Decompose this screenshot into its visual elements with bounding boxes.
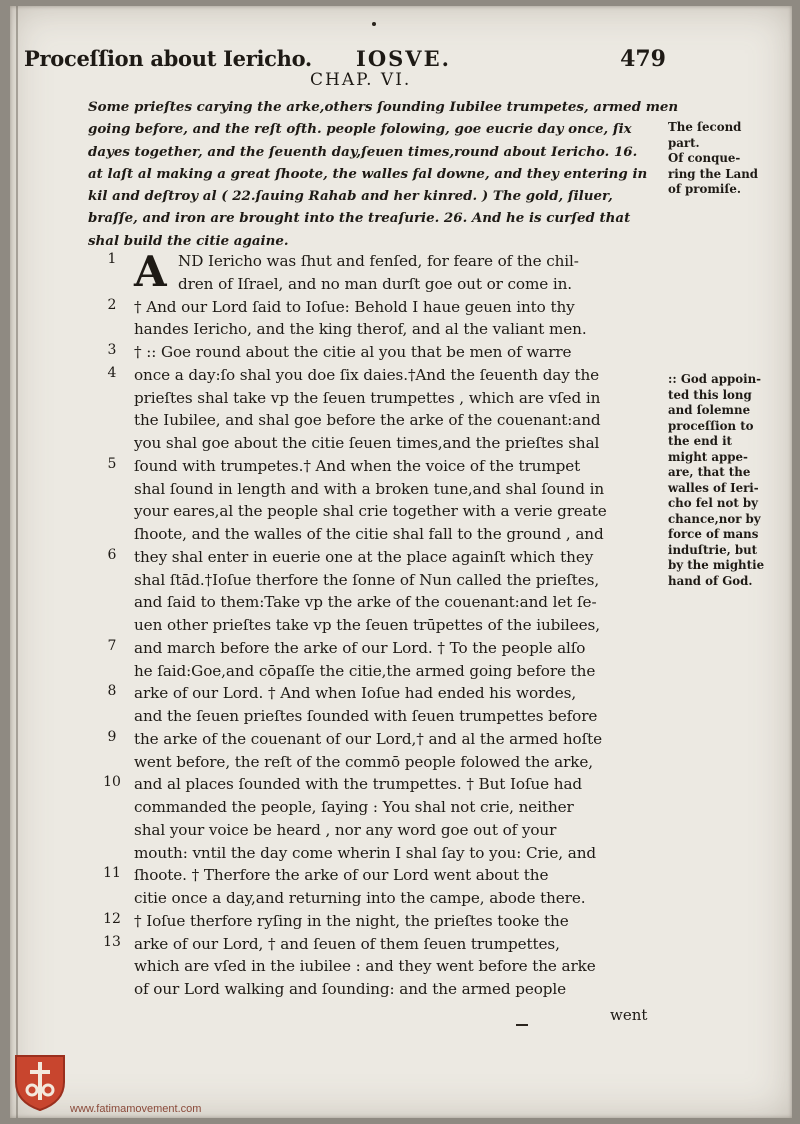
argument-line: kil and deſtroy al ( 22.ſauing Rahab and her kinred. ) The gold, ſiluer, [88,188,613,205]
scripture-text [10,247,792,1001]
verse-number: 7 [107,637,117,654]
text-line [10,273,792,296]
margin-note-line: chance,nor by [668,511,761,526]
margin-note-line: are, that the [668,465,751,479]
margin-note-line: of promiſe. [668,182,742,196]
line-text: shal ſtād.†Ioſue therfore the ſonne of Nun called the prieſtes, [134,570,600,589]
margin-note-line: :: God appoin- [668,372,762,386]
verse-number: 10 [103,774,121,791]
text-line [10,432,792,455]
margin-note-line: by the mightie [668,558,765,572]
text-line [10,318,792,341]
text-line [10,296,792,319]
chapter-title: CHAP. VI. [310,70,412,90]
text-line [10,933,792,956]
book-title: IOSVE. [356,46,451,71]
line-text: and march before the arke of our Lord. † To the people alſo [134,638,586,657]
text-line [10,478,792,501]
text-line [10,887,792,910]
margin-note-line: hand of God. [668,573,753,588]
line-text: dren of Iſrael, and no man durſt goe out or come in. [178,274,573,293]
line-text: and ſaid to them:Take vp the arke of the couenant:and let ſe- [134,593,597,612]
verse-number: 9 [107,728,117,745]
text-line [10,751,792,774]
line-text: commanded the people, ſaying : You shal not crie, neither [134,798,574,816]
verse-number: 8 [107,683,117,700]
text-line [10,569,792,592]
margin-note-line: The ſecond [668,120,742,134]
verse-number: 5 [107,455,117,472]
line-text: ND Iericho was ſhut and fenſed, for feare of the chil- [178,252,579,270]
text-line [10,705,792,728]
line-text: ſhoote. † Therfore the arke of our Lord went about the [134,866,549,885]
verse-number: 3 [107,342,117,358]
printer-mark [372,22,376,26]
line-text: uen other prieſtes take vp the ſeuen trūpettes of the iubilees, [134,616,600,634]
argument-line: going before, and the reſt ofth. people folowing, goe eucrie day once, ſix [88,121,632,138]
margin-note-line: might appe- [668,449,748,464]
margin-note-line: force of mans [668,527,759,541]
line-text: they shal enter in euerie one at the place againſt which they [134,547,594,566]
text-line [10,409,792,432]
verse-number: 12 [103,910,121,927]
text-line [10,910,792,933]
line-text: citie once a day,and returning into the campe, abode there. [134,889,586,907]
argument-line: at laſt al making a great ſhoote, the walles fal downe, and they entering in [88,165,648,182]
text-line [10,523,792,546]
line-text: your eares,al the people shal crie together with a verie greate [134,502,607,521]
margin-note-line: ring the Land [668,166,759,181]
text-line [10,773,792,796]
line-text: the Iubilee, and shal goe before the arke of the couenant:and [134,411,601,430]
line-text: once a day:ſo shal you doe ſix daies.†And the ſeuenth day the [134,365,600,384]
margin-note-line: the end it [668,434,733,448]
text-line [10,637,792,660]
line-text: shal your voice be heard , nor any word goe out of your [134,820,557,839]
margin-note-line: ted this long [668,387,752,402]
text-line [10,591,792,614]
text-line [10,955,792,978]
running-title: Proceſſion about Iericho. [24,46,312,71]
text-line [10,819,792,842]
argument-line: Some prieſtes carying the arke,others ſounding Iubilee trumpetes, armed men [88,99,679,115]
margin-note-line: Of conque- [668,151,741,165]
margin-note-line: induſtrie, but [668,542,758,557]
line-text: ſound with trumpetes.† And when the voice of the trumpet [134,456,581,475]
margin-note-line: cho fel not by [668,496,759,510]
text-line [10,364,792,387]
line-text: mouth: vntil the day come wherin I shal ſay to you: Crie, and [134,843,596,862]
line-text: arke of our Lord, † and ſeuen of them ſeuen trumpettes, [134,934,560,953]
chapter-argument [88,96,679,252]
verse-number: 6 [107,546,117,563]
text-line [10,500,792,523]
page-number: 479 [620,46,666,72]
line-text: and the ſeuen prieſtes ſounded with ſeuen trumpettes before [134,707,598,725]
line-text: of our Lord walking and ſounding: and the armed people [134,980,567,998]
line-text: ſhoote, and the walles of the citie shal fall to the ground , and [134,525,604,543]
text-line [10,455,792,478]
line-text: went before, the reſt of the commō people folowed the arke, [134,752,593,771]
fatima-shield-logo-icon [12,1052,68,1112]
argument-line: braſſe, and iron are brought into the treaſurie. 26. And he is curſed that [88,210,631,227]
catchword: went [610,1006,648,1024]
text-line [10,614,792,637]
text-line [10,978,792,1001]
line-text: shal ſound in length and with a broken tune,and shal ſound in [134,479,605,498]
site-watermark: www.fatimamovement.com [70,1103,202,1115]
text-line [10,341,792,364]
verse-number: 13 [103,933,121,950]
margin-note-section [668,120,788,198]
margin-note-line: and ſolemne [668,403,751,417]
argument-line: shal build the citie againe. [88,232,289,249]
text-line [10,250,792,273]
verse-number: 2 [107,296,117,313]
line-text: which are vſed in the iubilee : and they went before the arke [134,957,596,976]
line-text: handes Iericho, and the king therof, and al the valiant men. [134,320,587,339]
line-text: † :: Goe round about the citie al you that be men of warre [134,343,572,361]
text-line [10,660,792,683]
margin-note-line: part. [668,135,700,150]
text-line [10,728,792,751]
drop-cap: A [134,247,167,296]
verse-number: 1 [107,251,117,267]
line-text: the arke of the couenant of our Lord,† and al the armed hoſte [134,729,602,748]
margin-note-line: proceſſion to [668,418,754,433]
line-text: he ſaid:Goe,and cōpaſſe the citie,the armed going before the [134,661,596,680]
verse-number: 4 [107,364,117,381]
line-text: arke of our Lord. † And when Ioſue had ended his wordes, [134,684,577,703]
text-line [10,682,792,705]
line-text: you shal goe about the citie ſeuen times,and the prieſtes shal [134,434,600,452]
line-text: † And our Lord ſaid to Ioſue: Behold I haue geuen into thy [134,297,575,316]
text-line [10,796,792,819]
text-line [10,546,792,569]
verse-number: 11 [103,865,121,882]
text-line [10,842,792,865]
book-page [10,6,792,1118]
text-line [10,387,792,410]
line-text: † Ioſue therfore ryſing in the night, the prieſtes tooke the [134,911,569,930]
margin-note-line: walles of Ieri- [668,480,759,495]
line-text: prieſtes shal take vp the ſeuen trumpettes , which are vſed in [134,388,601,407]
footer-mark [516,1024,528,1026]
argument-line: dayes together, and the ſeuenth day,ſeuen times,round about Iericho. 16. [88,143,638,160]
line-text: and al places ſounded with the trumpettes. † But Ioſue had [134,775,583,794]
text-line [10,864,792,887]
